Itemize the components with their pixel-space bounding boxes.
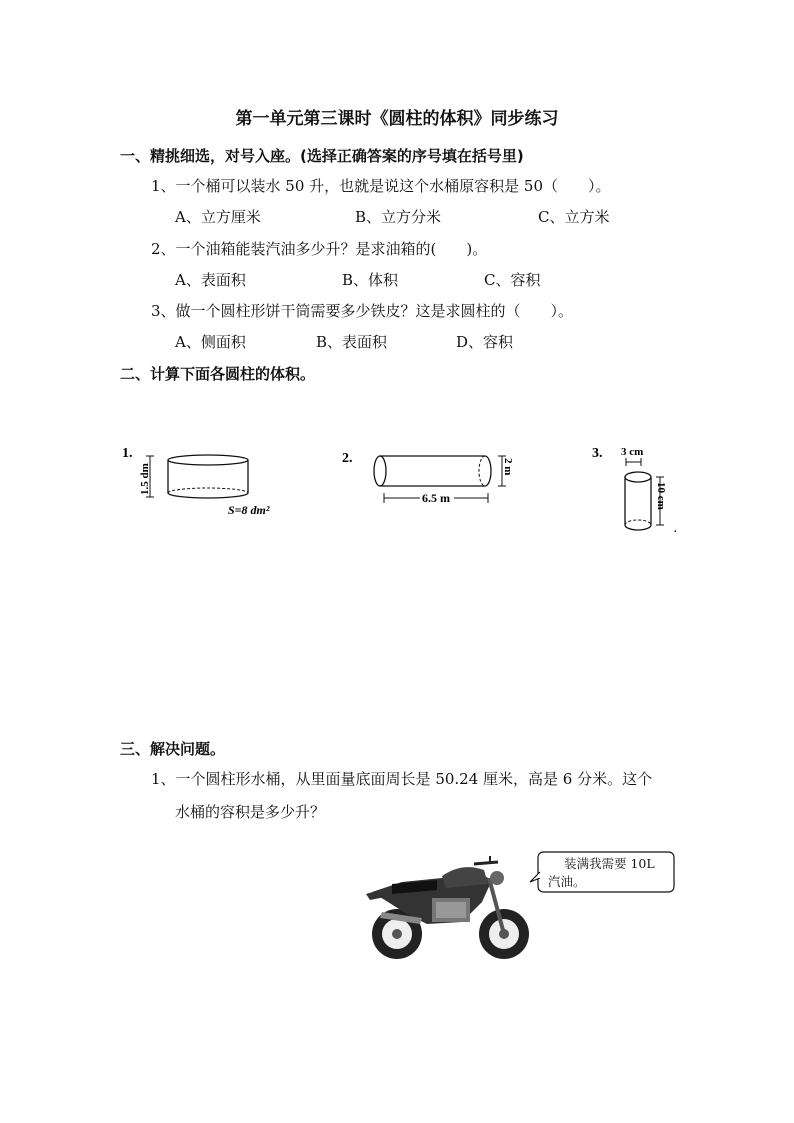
option-1-3-a: A、侧面积	[175, 333, 246, 351]
speech-bubble-line-2: 汽油。	[548, 874, 586, 889]
section-1-heading: 一、精挑细选，对号入座。(选择正确答案的序号填在括号里)	[120, 147, 524, 165]
speech-bubble-line-1: 装满我需要 10L	[564, 856, 655, 871]
question-1-1: 1、一个桶可以装水 50 升，也就是说这个水桶原容积是 50（ ）。	[151, 177, 611, 195]
question-3-1-line-2: 水桶的容积是多少升？	[175, 803, 326, 821]
option-1-2-a: A、表面积	[175, 271, 246, 289]
cylinder-3-top	[625, 472, 651, 482]
question-3-1-line-1: 1、一个圆柱形水桶，从里面量底面周长是 50.24 厘米，高是 6 分米。这个	[151, 770, 653, 788]
figure-3	[590, 440, 680, 535]
figure-1-base-label: S=8 dm²	[228, 503, 270, 517]
figure-1	[120, 440, 270, 520]
option-1-2-b: B、体积	[342, 271, 399, 289]
question-1-3: 3、做一个圆柱形饼干筒需要多少铁皮？这是求圆柱的（ ）。	[151, 302, 574, 320]
figure-3-number: 3.	[592, 446, 603, 461]
svg-text:.: .	[674, 524, 677, 535]
option-1-1-a: A、立方厘米	[175, 208, 261, 226]
question-1-2: 2、一个油箱能装汽油多少升？是求油箱的( )。	[151, 240, 488, 258]
figure-2	[340, 440, 530, 510]
section-2-heading: 二、计算下面各圆柱的体积。	[120, 365, 316, 383]
figure-2-number: 2.	[342, 451, 353, 466]
motorcycle-illustration	[362, 852, 540, 964]
figure-1-number: 1.	[122, 446, 133, 461]
option-1-1-b: B、立方分米	[355, 208, 442, 226]
option-1-1-c: C、立方米	[538, 208, 610, 226]
option-1-3-b: B、表面积	[316, 333, 388, 351]
page-title: 第一单元第三课时《圆柱的体积》同步练习	[235, 109, 559, 129]
option-1-3-c: D、容积	[456, 333, 514, 351]
figure-2-diameter-label: 2 m	[502, 458, 514, 476]
section-3-heading: 三、解决问题。	[120, 740, 226, 758]
figure-3-height-label: 10 cm	[655, 482, 667, 510]
figure-1-height-label: 1.5 dm	[139, 463, 151, 495]
speech-bubble	[530, 848, 680, 896]
cylinder-2-end	[374, 456, 386, 486]
figure-2-length-label: 6.5 m	[422, 491, 450, 505]
option-1-2-c: C、容积	[484, 271, 541, 289]
figure-3-top-label: 3 cm	[621, 446, 644, 458]
cylinder-1-top	[168, 455, 248, 465]
